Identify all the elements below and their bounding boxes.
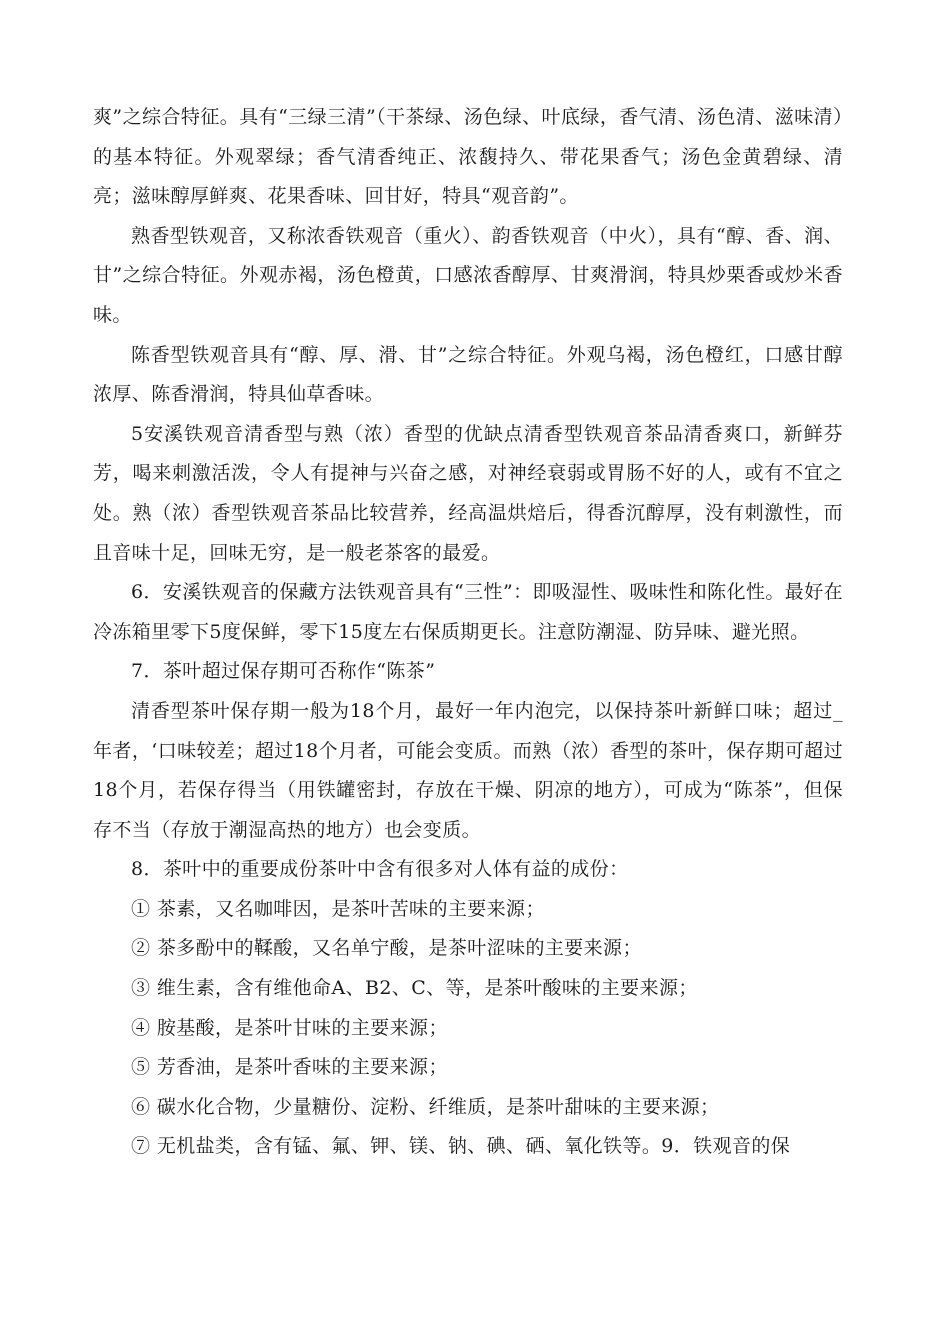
paragraph-section-5: 5安溪铁观音清香型与熟（浓）香型的优缺点清香型铁观音茶品清香爽口，新鲜芬芳，喝来刺激活泼，令人有提神与兴奋之感，对神经衰弱或胃肠不好的人，或有不宜之处。熟（浓）香型铁观音茶品比较营养，经高温烘焙后，得香沉醇厚，没有刺激性，而且音味十足，回味无穷，是一般老茶客的最爱。 <box>93 422 843 564</box>
paragraph-chenxiang: 陈香型铁观音具有“醇、厚、滑、甘”之综合特征。外观乌褐，汤色橙红，口感甘醇浓厚、陈香滑润，特具仙草香味。 <box>93 343 843 406</box>
list-item-minerals: ⑦ 无机盐类，含有锰、氟、钾、镁、钠、碘、硒、氧化铁等。9．铁观音的保 <box>131 1135 791 1158</box>
paragraph-section-7-body: 清香型茶叶保存期一般为18个月，最好一年内泡完，以保持茶叶新鲜口味；超过_年者，‘口味较差；超过18个月者，可能会变质。而熟（浓）香型的茶叶，保存期可超过18个月，若保存得当（用铁罐密封，存放在干燥、阴凉的地方），可成为“陈茶”，但保存不当（存放于潮湿高热的地方）也会变质。 <box>93 699 843 841</box>
document-body <box>93 98 843 1167</box>
paragraph-section-6: 6．安溪铁观音的保藏方法铁观音具有“三性”：即吸湿性、吸味性和陈化性。最好在冷冻箱里零下5度保鲜，零下15度左右保质期更长。注意防潮湿、防异味、避光照。 <box>93 581 843 643</box>
list-item-vitamin: ③ 维生素，含有维他命A、B2、C、等，是茶叶酸味的主要来源； <box>131 977 698 1000</box>
paragraph-qingxiang-continued: 爽”之综合特征。具有“三绿三清”（干茶绿、汤色绿、叶底绿，香气清、汤色清、滋味清）的基本特征。外观翠绿；香气清香纯正、浓馥持久、带花果香气；汤色金黄碧绿、清亮；滋味醇厚鲜爽、花果香味、回甘好，特具“观音韵”。 <box>93 106 843 208</box>
list-item-amino-acid: ④ 胺基酸，是茶叶甘味的主要来源； <box>131 1016 448 1039</box>
list-item-tannin: ② 茶多酚中的鞣酸，又名单宁酸，是茶叶涩味的主要来源； <box>131 937 642 960</box>
list-item-carbohydrate: ⑥ 碳水化合物，少量糖份、淀粉、纤维质，是茶叶甜味的主要来源； <box>131 1095 720 1118</box>
list-item-caffeine: ① 茶素，又名咖啡因，是茶叶苦味的主要来源； <box>131 897 545 920</box>
paragraph-section-8: 8．茶叶中的重要成份茶叶中含有很多对人体有益的成份： <box>131 858 629 881</box>
list-item-aromatic-oil: ⑤ 芳香油，是茶叶香味的主要来源； <box>131 1056 448 1079</box>
heading-section-7: 7．茶叶超过保存期可否称作“陈茶” <box>131 660 436 683</box>
paragraph-shuxiang: 熟香型铁观音，又称浓香铁观音（重火）、韵香铁观音（中火），具有“醇、香、润、甘”之综合特征。外观赤褐，汤色橙黄，口感浓香醇厚、甘爽滑润，特具炒栗香或炒米香味。 <box>93 224 843 326</box>
